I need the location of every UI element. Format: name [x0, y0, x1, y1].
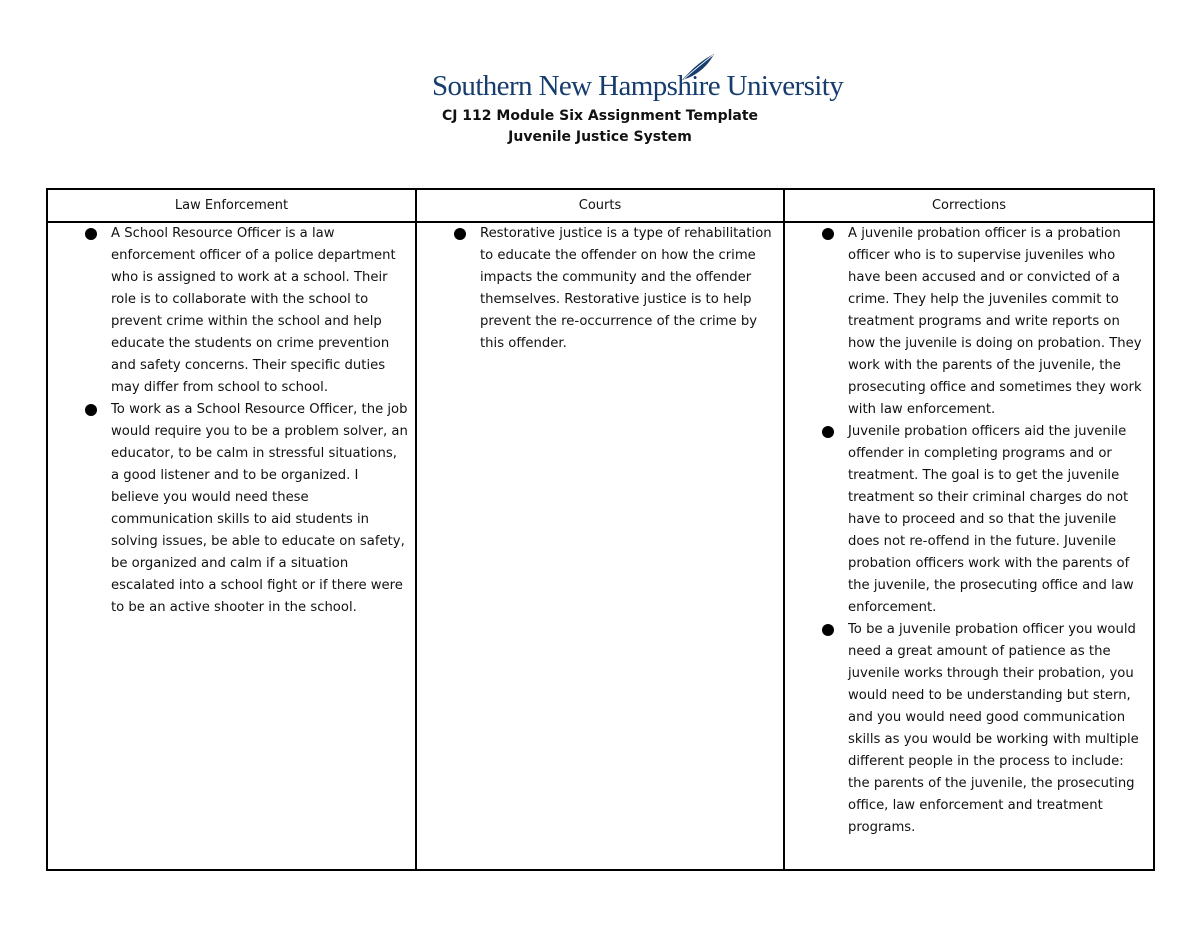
cell-law-enforcement — [47, 222, 416, 870]
list-item — [48, 223, 415, 399]
list-item-text: To be a juvenile probation officer you would need a great amount of patience as the juvenile works through their probation, you would need to be understanding but stern, and you would need good communication skills as you would be working with multiple different people in the process to include: the parents of the juvenile, the prosecuting office, law enforcement and treatment programs. — [848, 622, 1139, 835]
header-corrections: Corrections — [784, 189, 1154, 222]
courts-list — [417, 223, 783, 355]
document-titles — [0, 106, 1200, 148]
list-item-text: To work as a School Resource Officer, the job would require you to be a problem solver, an educator, to be calm in stressful situations, a good listener and to be organized. I believe you would need these communication skills to aid students in solving issues, be able to educate on safety, be organized and calm if a situation escalated into a school fight or if there were to be an active shooter in the school. — [111, 402, 408, 615]
table-header-row — [47, 189, 1154, 222]
list-item — [785, 619, 1153, 839]
bullet-icon — [85, 228, 97, 240]
list-item-text: A School Resource Officer is a law enforcement officer of a police department who is assigned to work at a school. Their role is to collaborate with the school to prevent crime within the school and help educate the students on crime prevention and safety concerns. Their specific duties may differ from school to school. — [111, 226, 396, 395]
corrections-list — [785, 223, 1153, 839]
cell-corrections — [784, 222, 1154, 870]
university-logo — [432, 52, 844, 106]
header-courts: Courts — [416, 189, 784, 222]
list-item-text: Restorative justice is a type of rehabilitation to educate the offender on how the crime impacts the community and the offender themselves. Restorative justice is to help prevent the re-occurrence of the crime by this offender. — [480, 226, 772, 351]
bullet-icon — [822, 228, 834, 240]
list-item — [48, 399, 415, 619]
bullet-icon — [822, 426, 834, 438]
list-item — [785, 223, 1153, 421]
list-item — [417, 223, 783, 355]
list-item-text: A juvenile probation officer is a probation officer who is to supervise juveniles who have been accused and or convicted of a crime. They help the juveniles commit to treatment programs and write reports on how the juvenile is doing on probation. They work with the parents of the juvenile, the prosecuting office and sometimes they work with law enforcement. — [848, 226, 1142, 417]
university-name: Southern New Hampshire University — [432, 70, 844, 102]
table-body-row — [47, 222, 1154, 870]
document-title: CJ 112 Module Six Assignment Template — [441, 108, 759, 124]
law-enforcement-list — [48, 223, 415, 619]
document-subtitle: Juvenile Justice System — [508, 129, 692, 145]
bullet-icon — [85, 404, 97, 416]
cell-courts — [416, 222, 784, 870]
bullet-icon — [454, 228, 466, 240]
bullet-icon — [822, 624, 834, 636]
list-item — [785, 421, 1153, 619]
header-law-enforcement: Law Enforcement — [47, 189, 416, 222]
assignment-table — [46, 188, 1155, 871]
list-item-text: Juvenile probation officers aid the juvenile offender in completing programs and or treatment. The goal is to get the juvenile treatment so their criminal charges do not have to proceed and so that the juvenile does not re-offend in the future. Juvenile probation officers work with the parents of the juvenile, the prosecuting office and law enforcement. — [848, 424, 1134, 615]
